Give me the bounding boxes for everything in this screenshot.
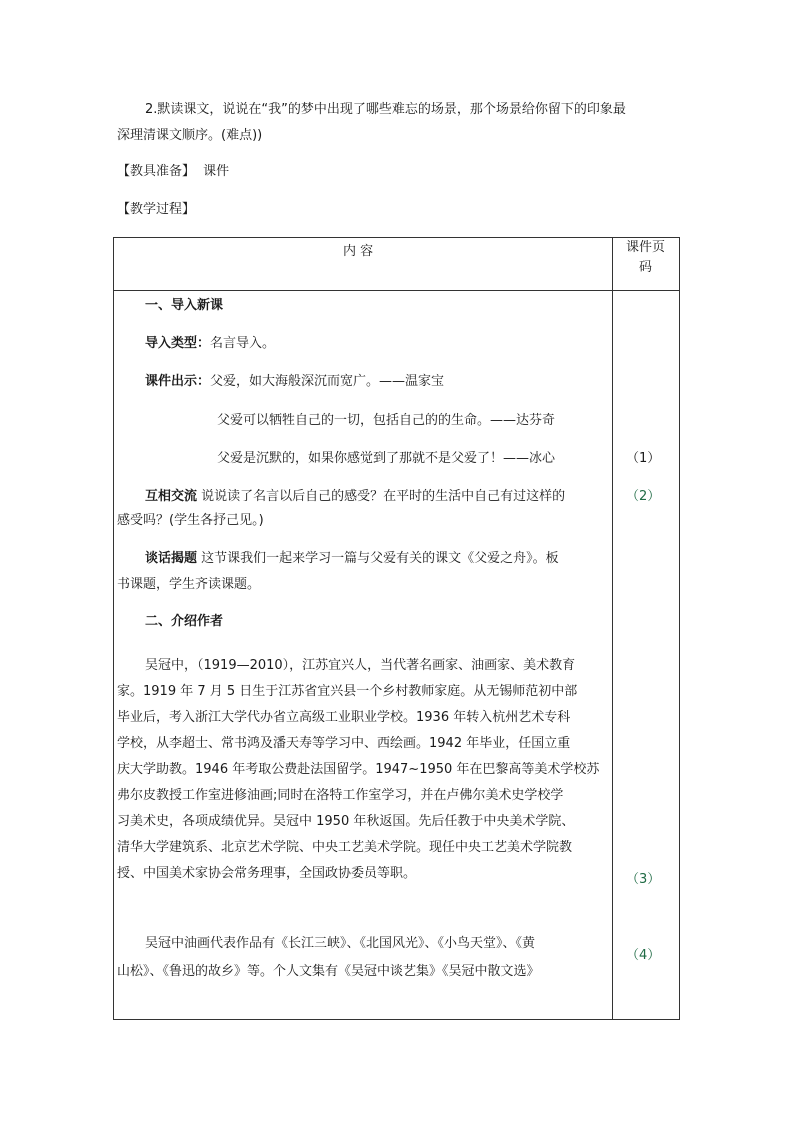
talk-row	[145, 549, 559, 569]
quote-3: 父爱是沉默的，如果你感觉到了那就不是父爱了！——冰心	[217, 451, 556, 466]
prep-row	[117, 162, 229, 182]
bio-line: 家。1919 年 7 月 5 日生于江苏省宜兴县一个乡村教师家庭。从无锡师范初中部	[117, 684, 578, 699]
page-number-1: （1）	[626, 451, 661, 466]
quote-2: 父爱可以牺牲自己的一切，包括自己的的生命。——达芬奇	[217, 413, 556, 428]
page-number-2: （2）	[626, 489, 661, 504]
process-label: 【教学过程】	[117, 202, 196, 217]
table-column-divider	[612, 237, 613, 1020]
intro-line-2: 深理清课文顺序。(难点))	[117, 128, 263, 143]
prep-value: 课件	[203, 164, 230, 179]
show-label: 课件出示：	[145, 374, 211, 389]
bio-line: 学校，从李超士、常书鸿及潘天寿等学习中、西绘画。1942 年毕业，任国立重	[117, 736, 571, 751]
bio-line: 弗尔皮教授工作室进修油画;同时在洛特工作室学习，并在卢佛尔美术史学校学	[117, 788, 564, 803]
bio-line: 庆大学助教。1946 年考取公费赴法国留学。1947~1950 年在巴黎高等美术学校苏	[117, 762, 600, 777]
works-line: 吴冠中油画代表作品有《长江三峡》、《北国风光》、《小鸟天堂》、《黄	[145, 936, 536, 951]
bio-line: 毕业后，考入浙江大学代办省立高级工业职业学校。1936 年转入杭州艺术专科	[117, 710, 571, 725]
talk-label: 谈话揭题	[145, 551, 198, 566]
works-line: 山松》、《鲁迅的故乡》等。个人文集有《吴冠中谈艺集》《吴冠中散文选》	[117, 964, 540, 979]
bio-line: 习美术史，各项成绩优异。吴冠中 1950 年秋返国。先后任教于中央美术学院、	[117, 814, 575, 829]
quote-1: 父爱，如大海般深沉而宽广。——温家宝	[210, 374, 445, 389]
table-header-divider	[113, 290, 680, 291]
section2-title: 二、介绍作者	[145, 614, 224, 629]
intro-line-1: 2.默读课文，说说在“我”的梦中出现了哪些难忘的场景，那个场景给你留下的印象最	[145, 102, 626, 117]
exchange-label: 互相交流	[145, 489, 198, 504]
bio-line: 授、中国美术家协会常务理事，全国政协委员等职。	[117, 866, 417, 881]
exchange-text-2: 感受吗？(学生各抒己见。)	[117, 513, 264, 528]
section1-title: 一、导入新课	[145, 298, 224, 313]
talk-text-1: 这节课我们一起来学习一篇与父爱有关的课文《父爱之舟》。板	[201, 551, 559, 566]
page-number-4: （4）	[626, 948, 661, 963]
talk-text-2: 书课题，学生齐读课题。	[117, 577, 261, 592]
page-number-3: （3）	[626, 872, 661, 887]
bio-line: 清华大学建筑系、北京艺术学院、中央工艺美术学院。现任中央工艺美术学院教	[117, 840, 573, 855]
prep-label: 【教具准备】	[117, 164, 196, 179]
header-page-line-2: 码	[639, 260, 653, 275]
intro-type-value: 名言导入。	[210, 336, 276, 351]
bio-line: 吴冠中，（1919—2010），江苏宜兴人，当代著名画家、油画家、美术教育	[145, 658, 576, 673]
intro-type-label: 导入类型：	[145, 336, 211, 351]
exchange-text-1: 说说读了名言以后自己的感受？在平时的生活中自己有过这样的	[201, 489, 566, 504]
intro-type-row	[145, 334, 275, 354]
header-page-line-1: 课件页	[626, 240, 666, 255]
header-content: 内 容	[343, 244, 374, 259]
show-row	[145, 372, 444, 392]
exchange-row	[145, 487, 565, 507]
